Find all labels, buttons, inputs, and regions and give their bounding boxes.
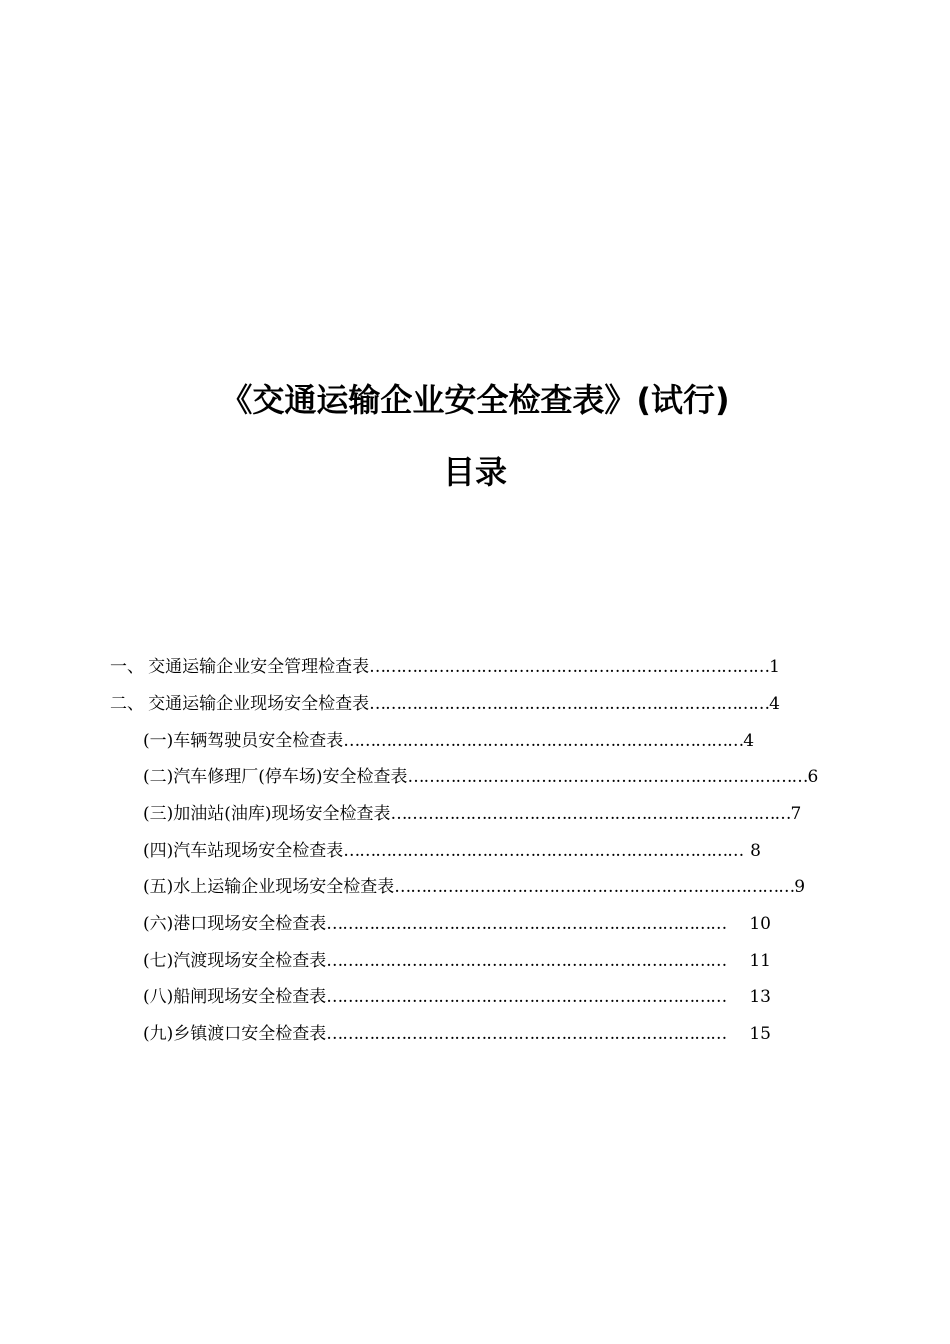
toc-item-label: (九)乡镇渡口安全检查表 bbox=[143, 1024, 327, 1044]
toc-item[interactable] bbox=[143, 1019, 771, 1049]
toc-item-page: 13 bbox=[749, 987, 771, 1007]
toc-item-label: (四)汽车站现场安全检查表 bbox=[143, 841, 344, 861]
toc-item-page: 10 bbox=[749, 914, 771, 934]
toc-item-page: 8 bbox=[750, 841, 761, 861]
toc-item[interactable] bbox=[143, 909, 771, 939]
toc-item-page: 4 bbox=[769, 694, 780, 714]
toc-item-page: 4 bbox=[743, 731, 755, 751]
toc-item-label: (七)汽渡现场安全检查表 bbox=[143, 951, 327, 971]
toc-item[interactable] bbox=[143, 872, 806, 902]
toc-item-label: 交通运输企业现场安全检查表 bbox=[148, 694, 370, 714]
toc-item-page: 1 bbox=[769, 657, 780, 677]
toc-item[interactable] bbox=[143, 946, 771, 976]
toc-leader-dots: ………………………………………………………………… bbox=[326, 914, 727, 934]
toc-leader-dots: ………………………………………………………………… bbox=[343, 731, 744, 751]
toc-item[interactable] bbox=[143, 836, 761, 866]
toc-item-number: 一、 bbox=[110, 657, 144, 677]
toc-item-page: 15 bbox=[749, 1024, 771, 1044]
toc-leader-dots: ………………………………………………………………… bbox=[369, 657, 770, 677]
toc-item-label: (五)水上运输企业现场安全检查表 bbox=[143, 877, 395, 897]
toc-leader-dots: ………………………………………………………………… bbox=[343, 841, 744, 861]
toc-item[interactable] bbox=[143, 799, 802, 829]
toc-item[interactable] bbox=[143, 762, 819, 792]
toc-item-label: 交通运输企业安全管理检查表 bbox=[148, 657, 370, 677]
toc-leader-dots: ………………………………………………………………… bbox=[407, 767, 808, 787]
toc-item-label: (二)汽车修理厂(停车场)安全检查表 bbox=[143, 767, 408, 787]
toc-item-label: (八)船闸现场安全检查表 bbox=[143, 987, 327, 1007]
toc-item-label: (三)加油站(油库)现场安全检查表 bbox=[143, 804, 391, 824]
document-title: 《交通运输企业安全检查表》(试行) bbox=[220, 381, 730, 419]
toc-leader-dots: ………………………………………………………………… bbox=[369, 694, 770, 714]
toc-leader-dots: ………………………………………………………………… bbox=[326, 1024, 727, 1044]
toc-heading: 目录 bbox=[442, 453, 507, 491]
toc-item[interactable] bbox=[110, 652, 780, 682]
toc-item-page: 11 bbox=[749, 951, 771, 971]
toc-item-label: (六)港口现场安全检查表 bbox=[143, 914, 327, 934]
toc-leader-dots: ………………………………………………………………… bbox=[390, 804, 791, 824]
toc-item-number: 二、 bbox=[110, 694, 144, 714]
toc-leader-dots: ………………………………………………………………… bbox=[326, 951, 727, 971]
toc-leader-dots: ………………………………………………………………… bbox=[394, 877, 795, 897]
toc-item[interactable] bbox=[110, 689, 780, 719]
toc-item-page: 9 bbox=[794, 877, 806, 897]
toc-item-label: (一)车辆驾驶员安全检查表 bbox=[143, 731, 344, 751]
toc-leader-dots: ………………………………………………………………… bbox=[326, 987, 727, 1007]
toc-item-page: 7 bbox=[790, 804, 802, 824]
toc-item[interactable] bbox=[143, 982, 771, 1012]
toc-item[interactable] bbox=[143, 726, 755, 756]
toc-item-page: 6 bbox=[807, 767, 819, 787]
